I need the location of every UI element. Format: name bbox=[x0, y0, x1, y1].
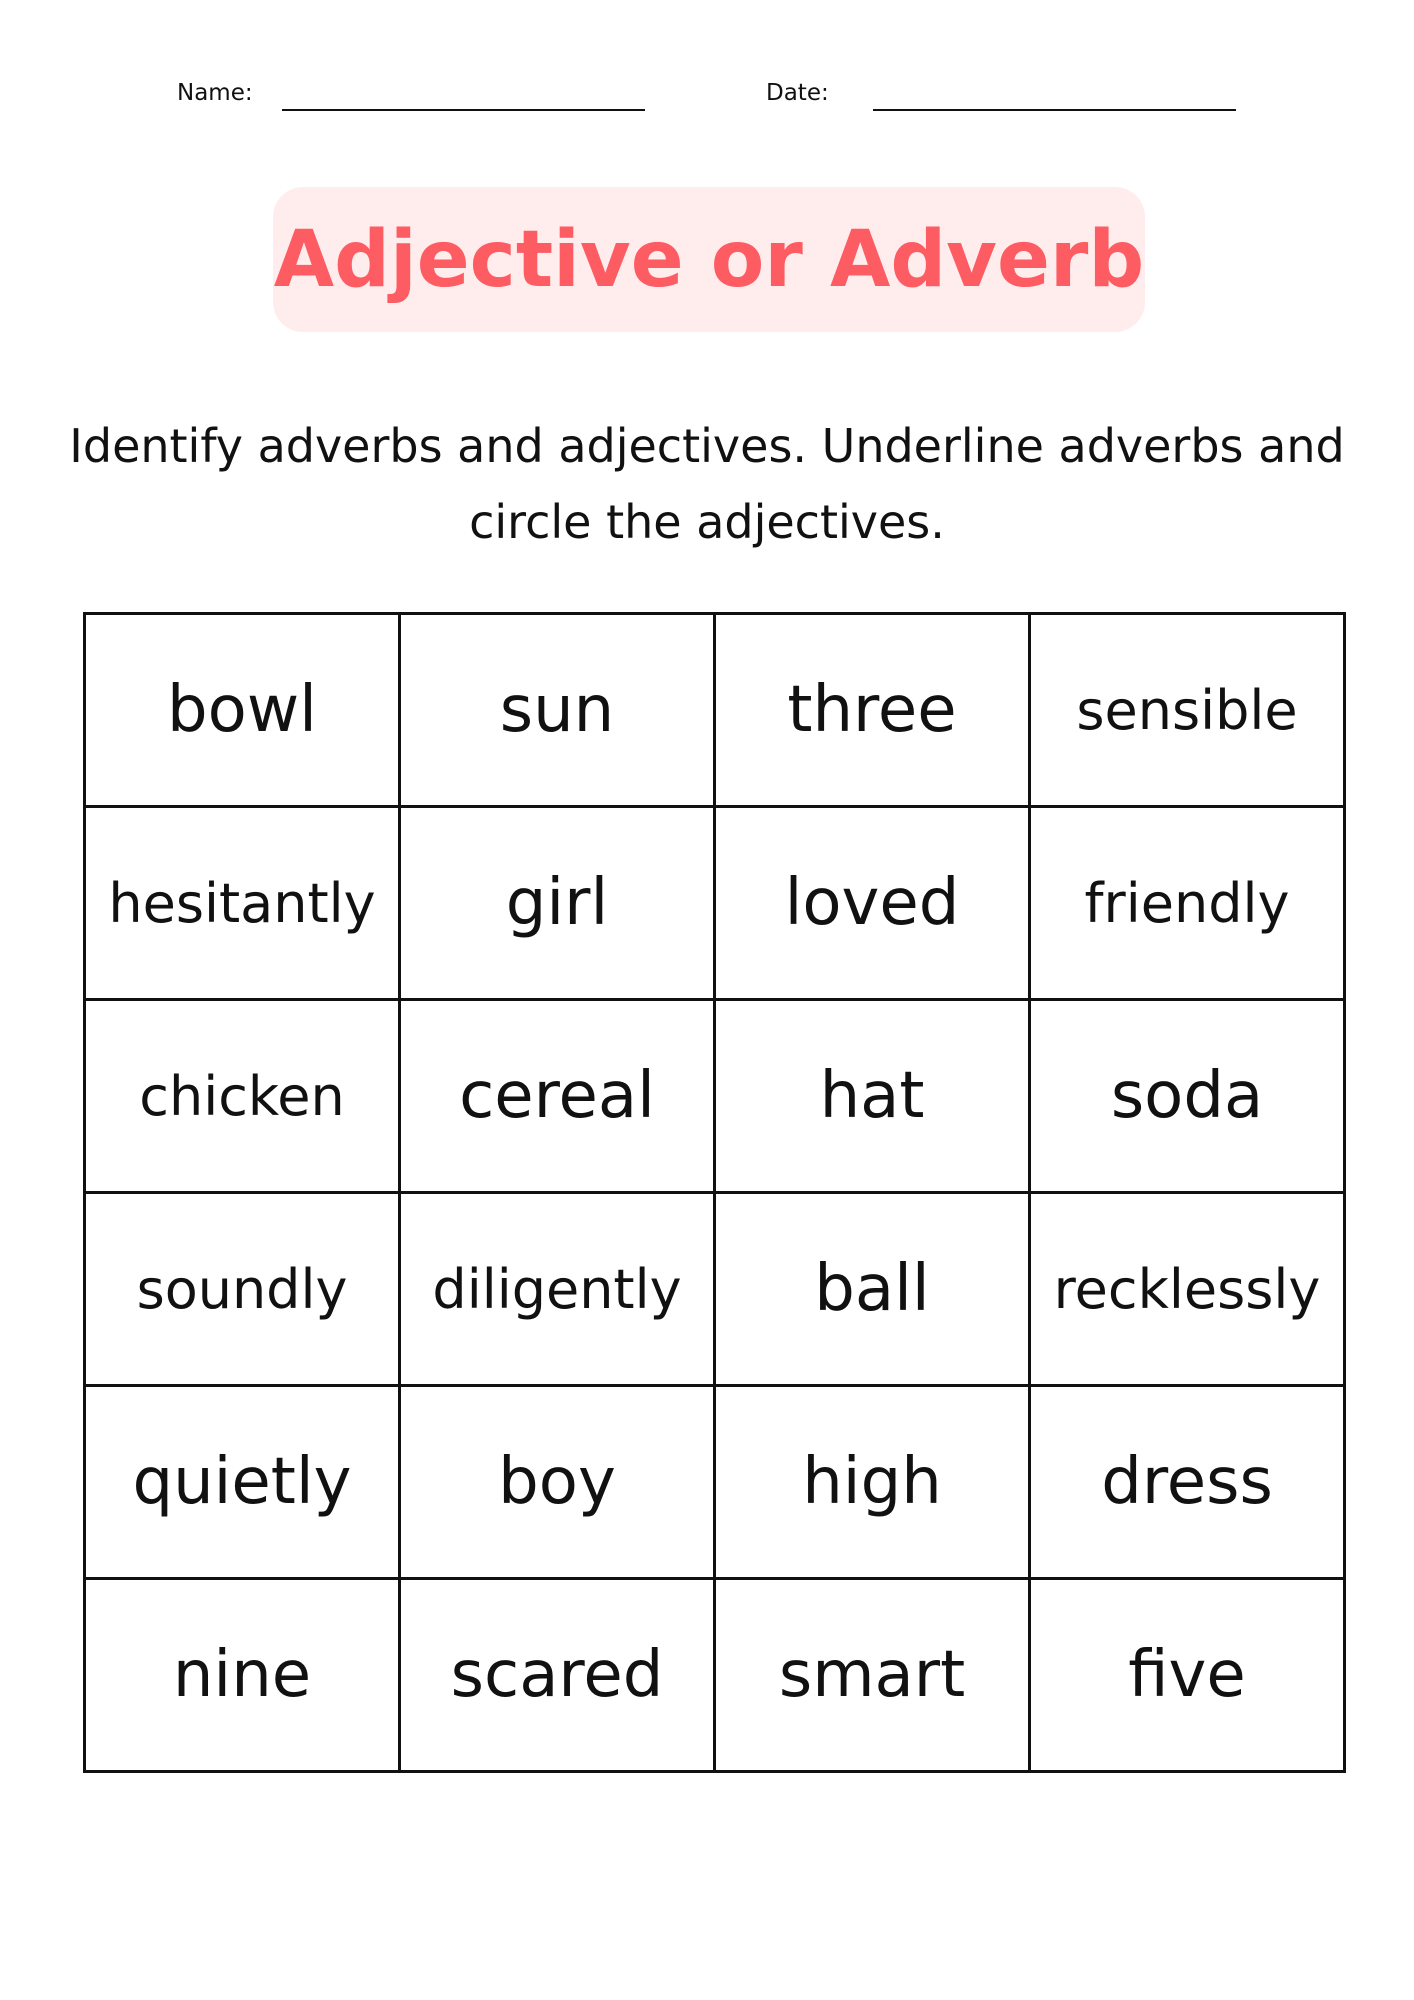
word-cell[interactable]: loved bbox=[715, 807, 1030, 1000]
grid-row bbox=[85, 1000, 1345, 1193]
word-cell[interactable]: bowl bbox=[85, 614, 400, 807]
grid-row bbox=[85, 807, 1345, 1000]
word-grid bbox=[83, 612, 1346, 1773]
name-line[interactable] bbox=[282, 109, 645, 111]
grid-row bbox=[85, 1386, 1345, 1579]
word-cell[interactable]: chicken bbox=[85, 1000, 400, 1193]
word-cell[interactable]: scared bbox=[400, 1579, 715, 1772]
word-cell[interactable]: diligently bbox=[400, 1193, 715, 1386]
grid-row bbox=[85, 1193, 1345, 1386]
grid-row bbox=[85, 1579, 1345, 1772]
word-cell[interactable]: smart bbox=[715, 1579, 1030, 1772]
header-row bbox=[0, 78, 1414, 118]
date-label: Date: bbox=[766, 80, 829, 106]
word-cell[interactable]: friendly bbox=[1030, 807, 1345, 1000]
word-cell[interactable]: nine bbox=[85, 1579, 400, 1772]
word-cell[interactable]: high bbox=[715, 1386, 1030, 1579]
word-cell[interactable]: soda bbox=[1030, 1000, 1345, 1193]
word-cell[interactable]: five bbox=[1030, 1579, 1345, 1772]
word-cell[interactable]: dress bbox=[1030, 1386, 1345, 1579]
name-label: Name: bbox=[177, 80, 253, 106]
word-cell[interactable]: girl bbox=[400, 807, 715, 1000]
word-cell[interactable]: soundly bbox=[85, 1193, 400, 1386]
word-cell[interactable]: boy bbox=[400, 1386, 715, 1579]
word-cell[interactable]: sensible bbox=[1030, 614, 1345, 807]
date-line[interactable] bbox=[873, 109, 1236, 111]
word-cell[interactable]: recklessly bbox=[1030, 1193, 1345, 1386]
word-cell[interactable]: quietly bbox=[85, 1386, 400, 1579]
instructions-text: Identify adverbs and adjectives. Underline adverbs and circle the adjectives. bbox=[69, 419, 1345, 549]
title-banner bbox=[273, 187, 1145, 332]
word-cell[interactable]: hesitantly bbox=[85, 807, 400, 1000]
word-cell[interactable]: ball bbox=[715, 1193, 1030, 1386]
word-cell[interactable]: hat bbox=[715, 1000, 1030, 1193]
word-cell[interactable]: cereal bbox=[400, 1000, 715, 1193]
grid-row bbox=[85, 614, 1345, 807]
word-cell[interactable]: sun bbox=[400, 614, 715, 807]
word-cell[interactable]: three bbox=[715, 614, 1030, 807]
page-title: Adjective or Adverb bbox=[273, 214, 1145, 305]
